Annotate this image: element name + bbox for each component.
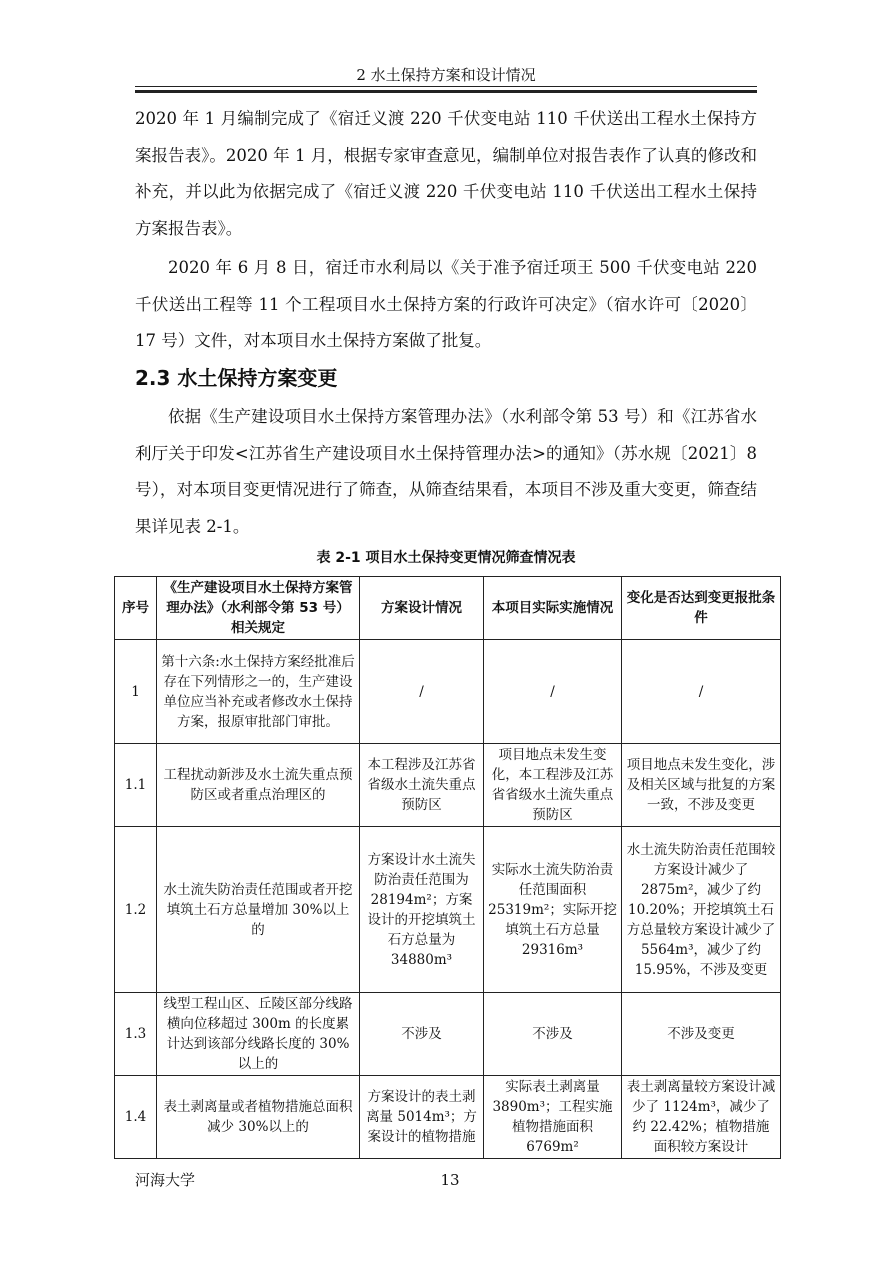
- cell-no: 1.1: [115, 744, 157, 827]
- footer-institution: 河海大学: [135, 1171, 196, 1189]
- cell-plan: 方案设计水土流失防治责任范围为 28194m²；方案设计的开挖填筑土石方总量为 34880m³: [360, 827, 484, 993]
- table-row: [115, 1076, 781, 1159]
- cell-rule: 第十六条:水土保持方案经批准后存在下列情形之一的，生产建设单位应当补充或者修改水土保持方案，报原审批部门审批。: [157, 640, 360, 744]
- page-number: 13: [440, 1171, 460, 1189]
- section-heading: 2.3 水土保持方案变更: [135, 366, 338, 390]
- cell-no: 1.2: [115, 827, 157, 993]
- table-row: [115, 993, 781, 1076]
- change-screening-table: [114, 576, 781, 1159]
- table-caption: 表 2-1 项目水土保持变更情况筛查情况表: [316, 550, 576, 566]
- cell-no: 1.3: [115, 993, 157, 1076]
- cell-plan: 不涉及: [360, 993, 484, 1076]
- cell-actual: 项目地点未发生变化，本工程涉及江苏省省级水土流失重点预防区: [484, 744, 622, 827]
- cell-plan: 方案设计的表土剥离量 5014m³；方案设计的植物措施: [360, 1076, 484, 1159]
- running-header-title: 2 水土保持方案和设计情况: [356, 66, 536, 84]
- table-row: [115, 744, 781, 827]
- cell-rule: 表土剥离量或者植物措施总面积减少 30%以上的: [157, 1076, 360, 1159]
- paragraph-plan-approval: 2020 年 6 月 8 日，宿迁市水利局以《关于准予宿迁项王 500 千伏变电站 220 千伏送出工程等 11 个工程项目水土保持方案的行政许可决定》（宿水许可〔2020〕17 号）文件，对本项目水土保持方案做了批复。: [135, 258, 757, 350]
- header-rule: 《生产建设项目水土保持方案管理办法》（水利部令第 53 号）相关规定: [157, 577, 360, 640]
- cell-actual: 实际水土流失防治责任范围面积 25319m²；实际开挖填筑土石方总量 29316m³: [484, 827, 622, 993]
- cell-rule: 线型工程山区、丘陵区部分线路横向位移超过 300m 的长度累计达到该部分线路长度的 30%以上的: [157, 993, 360, 1076]
- cell-no: 1: [115, 640, 157, 744]
- header-actual: 本项目实际实施情况: [484, 577, 622, 640]
- paragraph-plan-compilation: 2020 年 1 月编制完成了《宿迁义渡 220 千伏变电站 110 千伏送出工程水土保持方案报告表》。2020 年 1 月，根据专家审查意见，编制单位对报告表作了认真的修改和补充，并以此为依据完成了《宿迁义渡 220 千伏变电站 110 千伏送出工程水土保持方案报告表》。: [135, 109, 757, 238]
- cell-actual: /: [484, 640, 622, 744]
- cell-result: /: [622, 640, 781, 744]
- cell-actual: 实际表土剥离量 3890m³；工程实施植物措施面积 6769m²: [484, 1076, 622, 1159]
- header-plan: 方案设计情况: [360, 577, 484, 640]
- cell-plan: /: [360, 640, 484, 744]
- table-row: [115, 827, 781, 993]
- table-row: [115, 640, 781, 744]
- header-result: 变化是否达到变更报批条件: [622, 577, 781, 640]
- table-header-row: [115, 577, 781, 640]
- cell-no: 1.4: [115, 1076, 157, 1159]
- cell-result: 项目地点未发生变化，涉及相关区域与批复的方案一致，不涉及变更: [622, 744, 781, 827]
- cell-rule: 工程扰动新涉及水土流失重点预防区或者重点治理区的: [157, 744, 360, 827]
- header-rule-thick: [135, 90, 757, 93]
- cell-result: 表土剥离量较方案设计减少了 1124m³，减少了约 22.42%；植物措施面积较方案设计: [622, 1076, 781, 1159]
- header-rule: [135, 86, 757, 87]
- paragraph-change-screening: 依据《生产建设项目水土保持方案管理办法》（水利部令第 53 号）和《江苏省水利厅关于印发<江苏省生产建设项目水土保持管理办法>的通知》（苏水规〔2021〕8 号），对本项目变更情况进行了筛查，从筛查结果看，本项目不涉及重大变更，筛查结果详见表 2-1。: [135, 407, 757, 536]
- cell-result: 水土流失防治责任范围较方案设计减少了 2875m²，减少了约 10.20%；开挖填筑土石方总量较方案设计减少了 5564m³，减少了约 15.95%，不涉及变更: [622, 827, 781, 993]
- cell-rule: 水土流失防治责任范围或者开挖填筑土石方总量增加 30%以上的: [157, 827, 360, 993]
- cell-plan: 本工程涉及江苏省省级水土流失重点预防区: [360, 744, 484, 827]
- cell-result: 不涉及变更: [622, 993, 781, 1076]
- cell-actual: 不涉及: [484, 993, 622, 1076]
- header-no: 序号: [115, 577, 157, 640]
